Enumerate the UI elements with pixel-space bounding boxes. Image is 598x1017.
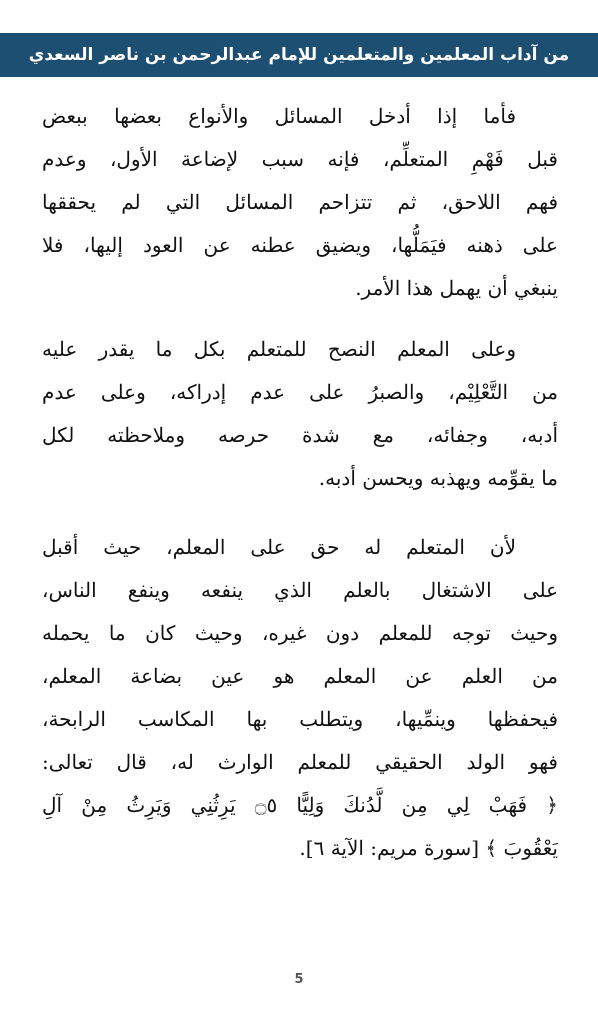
- quran-verse-line: ﴿ فَهَبْ لِي مِن لَّدُنكَ وَلِيًّا ۝٥ يَرِثُنِي وَيَرِثُ مِنْ آلِ: [42, 793, 558, 817]
- quran-verse-line: يَعْقُوبَ ﴾ [سورة مريم: الآية ٦].: [299, 836, 558, 860]
- text-line: لأن المتعلم له حق على المعلم، حيث أقبل: [42, 535, 516, 559]
- book-title: من آداب المعلمين والمتعلمين للإمام عبدالرحمن بن ناصر السعدي: [28, 45, 570, 65]
- text-line: وحيث توجه للمعلم دون غيره، وحيث كان ما يحمله: [42, 621, 558, 645]
- paragraph: [0, 95, 598, 310]
- text-line: ينبغي أن يهمل هذا الأمر.: [355, 276, 558, 300]
- page-number: 5: [294, 972, 304, 987]
- text-line: على ذهنه فيَمَلُّها، ويضيق عطنه عن العود إليها، فلا: [42, 233, 558, 257]
- page-content: [0, 95, 598, 870]
- text-line: من العلم عن المعلم هو عين بضاعة المعلم،: [42, 664, 558, 688]
- paragraph: [0, 526, 598, 870]
- text-line: قبل فَهْمِ المتعلِّم، فإنه سبب لإضاعة الأول، وعدم: [42, 147, 558, 171]
- paragraph: [0, 328, 598, 500]
- text-line: من التَّعْلِيْم، والصبرُ على عدم إدراكه، وعلى عدم: [42, 380, 558, 404]
- text-line: فهو الولد الحقيقي للمعلم الوارث له، قال تعالى:: [42, 750, 558, 774]
- text-line: فأما إذا أدخل المسائل والأنواع بعضها ببعض: [42, 104, 516, 128]
- text-line: فيحفظها وينمِّيها، ويتطلب بها المكاسب الرابحة،: [42, 707, 558, 731]
- text-line: أدبه، وجفائه، مع شدة حرصه وملاحظته لكل: [42, 423, 558, 447]
- text-line: ما يقوِّمه ويهذبه ويحسن أدبه.: [318, 466, 558, 490]
- text-line: فهم اللاحق، ثم تتزاحم المسائل التي لم يحققها: [42, 190, 558, 214]
- text-line: على الاشتغال بالعلم الذي ينفعه وينفع الناس،: [42, 578, 558, 602]
- header-bar: [0, 33, 598, 77]
- text-line: وعلى المعلم النصح للمتعلم بكل ما يقدر عليه: [42, 337, 516, 361]
